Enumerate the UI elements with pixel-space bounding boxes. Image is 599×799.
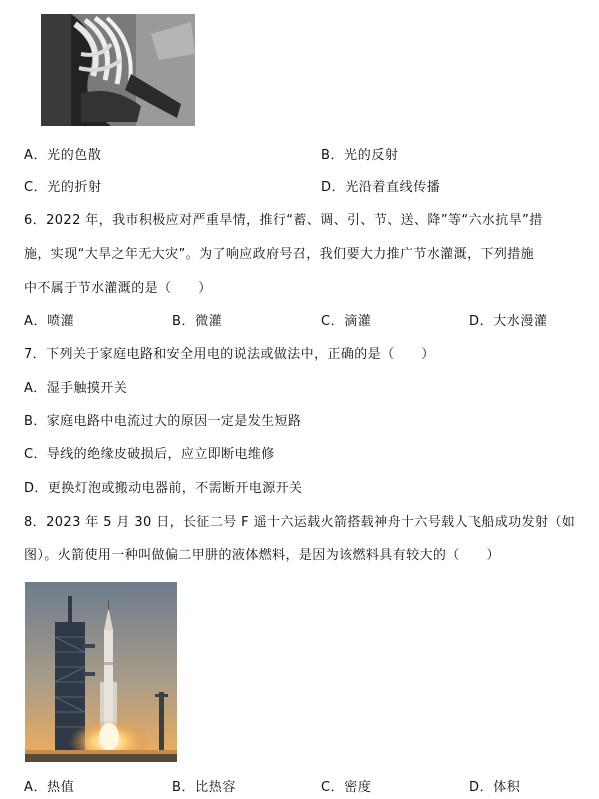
q5-option-b: B．光的反射 [321, 148, 399, 163]
q6-stem-line-2: 施，实现“大旱之年无大灾”。为了响应政府号召，我们要大力推广节水灌溉，下列措施 [24, 247, 535, 262]
light-pattern-photo [41, 14, 195, 126]
rocket-launch-figure [25, 582, 177, 762]
q8-option-a: A．热值 [24, 780, 75, 795]
q7-option-d: D．更换灯泡或搬动电器前，不需断开电源开关 [24, 481, 303, 496]
q8-stem-line-2: 图）。火箭使用一种叫做偏二甲肼的液体燃料，是因为该燃料具有较大的（ ） [24, 548, 500, 563]
q7-option-a: A．湿手触摸开关 [24, 381, 128, 396]
q5-option-a: A．光的色散 [24, 148, 102, 163]
q5-option-c: C．光的折射 [24, 180, 102, 195]
q6-option-a: A．喷灌 [24, 314, 75, 329]
q5-option-d: D．光沿着直线传播 [321, 180, 441, 195]
q6-stem-line-3: 中不属于节水灌溉的是（ ） [24, 281, 212, 296]
q8-stem-line-1: 8．2023 年 5 月 30 日，长征二号 F 遥十六运载火箭搭载神舟十六号载人飞船成功发射（如 [24, 515, 576, 530]
q6-option-c: C．滴灌 [321, 314, 372, 329]
q8-option-b: B．比热容 [172, 780, 236, 795]
q6-option-d: D．大水漫灌 [469, 314, 548, 329]
q6-option-b: B．微灌 [172, 314, 223, 329]
rocket-launch-photo [25, 582, 177, 762]
q7-stem: 7．下列关于家庭电路和安全用电的说法或做法中，正确的是（ ） [24, 347, 435, 362]
q6-stem-line-1: 6．2022 年，我市积极应对严重旱情，推行“蓄、调、引、节、送、降”等“六水抗旱”措 [24, 213, 543, 228]
q7-option-b: B．家庭电路中电流过大的原因一定是发生短路 [24, 414, 302, 429]
q8-option-d: D．体积 [469, 780, 521, 795]
question-5-figure [41, 14, 195, 126]
q7-option-c: C．导线的绝缘皮破损后，应立即断电维修 [24, 447, 275, 462]
q8-option-c: C．密度 [321, 780, 372, 795]
